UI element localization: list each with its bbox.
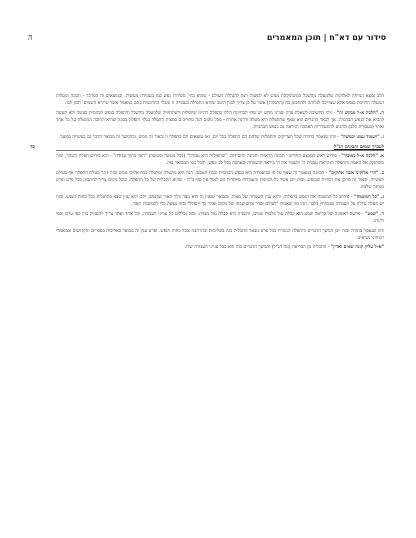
paragraph-text: - פרשה ראשונה של קריאת שמע הוא קבלת עול מלכות שמים, והשניה היא קבלת עול מצוות, ובזה נכללים כל ענייני העבודה, וכל אחד ואחד צריך להעמיק בזה כפי ערכו וכפי דרגתו. [56, 211, 384, 224]
paragraph-text: - זוהי התשובה לשאלת פרק שמ'נו מדוע יש שתי הבחינות הללו בתפלה דהיינו שתפלות השתחוויה שלמעלה מהשכל והתפלה בנפש הבהמית בעשה ולא תעשה להביא את הנפש הבהמית. אך לבאר הדברים הוא שאף שהתפלה היא מעלה ודרגה אחרת - מכל מקום הנה מחוייבים במצות התפלה בגלוי ותפלה בכונה שהיא החובה המוטלת על כל אחד ואחד (בעבודת הלב) ולהגיע להתעוררות האהבה והיראה גם בנפש הבהמית. [56, 110, 384, 130]
page-header [28, 30, 386, 44]
paragraph-lead: ו. "ויעמוד עמנו ובמשה" [340, 134, 384, 140]
running-title: סידור עם דא"ח | תוכן המאמרים [266, 32, 386, 42]
paragraph-lead: ג. "כל המשמח" [354, 194, 384, 200]
paragraph [56, 135, 384, 142]
paragraph-text: הלב נמצא המיחה לאלוקות שלמעלה מהשכל המשתוקקת ממש לא לעשות רצון להנהלת העולם - שהוא בחי' מסירות נפש כמו בעמידה מעשית. ובמוצאים זה המדבר - תכונה ומעלות המעלה החייבת בנפש אלא שצריכה לגלותה ולהתבונן בה (התגלות) אשר על כן צריך לכוון היטב שהיא התפילה בעבודה זו ומבלי התרגשות בהם כמאמר אשר ש'ירא השמים' תכון לבו. [56, 94, 384, 106]
paragraph-lead: ה. "הלכה א-ל מבקש זה" [336, 110, 384, 116]
paragraph [56, 94, 384, 108]
section-title: לעבדך שמים והבינים הג"ל [334, 144, 384, 151]
paragraph-text: - התכלית מן הבריאה (ונה הנ"ל) והמשך הדברים בזה הוא בכל ענייני העבודה שלו. [184, 245, 331, 251]
paragraph-text: - פירוש ראש המבצע החודש - תכונה הראויה ותכונה החסידות. "שתפילות היא עבודה" (בכל מעשה ומעשה) "ראוי בתוך עבודה" - הוא פירוש תפלת השחר, ובזה משתוקק אל האמת והתפלה הנקראת עבודת ה' ולעבוד את ה' ביראה ובשמחה ובאהבה בכל לב ונפש, והכל כפי המבואר בזה. [56, 154, 384, 167]
document-body [30, 94, 385, 528]
section-heading-row [30, 143, 384, 152]
paragraph [56, 229, 384, 243]
paragraph-lead: ב. "הרי אלוקינו אשר אלוקים" [328, 171, 384, 177]
paragraph [56, 195, 384, 209]
page-number: ה [28, 32, 33, 42]
paragraph-text: וזהו שנאמר בתורה ובזה יובן המשך הדברים והתפלה הנזכרת בכל פרט מבאר התכלית בזה בשלימות ובהרחבה ובכל כחות הנפש. ופרט ענין זה מבואר באריכות בספרים והקדושים ובמאמרי רבותינו נשיאינו. [56, 228, 384, 241]
paragraph-text: - וזהו שנאמר בתורה שכל הצדיקים והתפלות שלהם הם התפלה בכל יום, ואז נמצאים הם בתפלה זו ובאור זה ממש, ובהמשך זה מבואר הדבר גם בעשייה בפועל. [58, 134, 341, 140]
paragraph [56, 245, 384, 252]
section-divider [56, 150, 384, 151]
paragraph [56, 154, 384, 168]
paragraph-lead: א. "הלבה א-ל כמוכיר" [341, 154, 385, 160]
paragraph-text: - פירוש כל המשמח את הנפש בתפלתו, והוא ענין השמחה של מצוה, ומבואר שענין זה הוא מצד גילוי האור שבנפש, ולכן הוא ענין שבא בהתגלות בכל כחות הנפש. ובזה יש מעלה גדולה על העבודה שבמוחין בלבד. וזהו מה שאמרו "לעולם יסדר אדם שבחו של מקום ואחר כך יתפלל" ובזה נעשה כלי להמשכת האור. [56, 194, 384, 207]
paragraph-text: - הכוונה במאמר זה שאף על פי שהעבודה היא בנפש הבהמית ובכח הטבעי, הנה היא מתעלה ומתגלה בכח אלוקי ממש ובזה ניכר מעלת התפלה אף בעולם העשייה, ובאור זה מתקן את המדות שבנפש. ובזה יובן אשר כל הכוונות והעבודות מיוחדות הם לאור אין סוף ב"ה - שהוא התכלית של כל התפלה. ומכל מקום צריך להתבונן בכל פרט ופרט בכוונה שלמה. [56, 171, 384, 191]
section-page-number: סד [30, 144, 36, 151]
paragraph-lead: ד. "שמע" [365, 211, 384, 217]
paragraph [56, 171, 384, 192]
paragraph [56, 111, 384, 132]
paragraph [56, 212, 384, 226]
paragraph-lead: "א-ל עליון קונה שמים וארץ" [330, 245, 384, 251]
